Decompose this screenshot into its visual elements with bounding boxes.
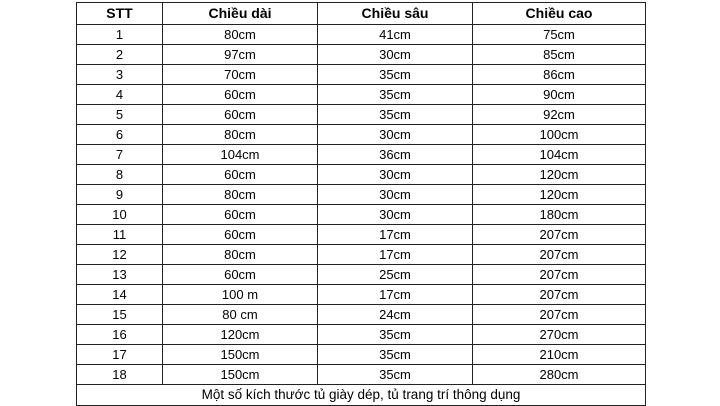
cell-depth: 35cm	[318, 65, 473, 85]
cell-length: 97cm	[163, 45, 318, 65]
cell-stt: 2	[77, 45, 163, 65]
cell-stt: 3	[77, 65, 163, 85]
cell-length: 60cm	[163, 165, 318, 185]
cell-length: 60cm	[163, 225, 318, 245]
cell-height: 86cm	[473, 65, 646, 85]
table-header	[77, 3, 646, 25]
table-row	[77, 145, 646, 165]
cell-stt: 14	[77, 285, 163, 305]
cell-length: 60cm	[163, 85, 318, 105]
cell-depth: 41cm	[318, 25, 473, 45]
cell-stt: 17	[77, 345, 163, 365]
cell-stt: 12	[77, 245, 163, 265]
table-row	[77, 305, 646, 325]
cell-depth: 35cm	[318, 365, 473, 385]
table-row	[77, 45, 646, 65]
cell-height: 270cm	[473, 325, 646, 345]
cell-height: 280cm	[473, 365, 646, 385]
cell-length: 70cm	[163, 65, 318, 85]
header-height: Chiều cao	[473, 3, 646, 25]
cell-stt: 9	[77, 185, 163, 205]
cell-stt: 8	[77, 165, 163, 185]
table-caption: Một số kích thước tủ giày dép, tủ trang trí thông dụng	[77, 385, 646, 406]
cell-stt: 7	[77, 145, 163, 165]
cell-length: 60cm	[163, 105, 318, 125]
cell-height: 180cm	[473, 205, 646, 225]
cell-length: 60cm	[163, 205, 318, 225]
cell-depth: 35cm	[318, 105, 473, 125]
table-row	[77, 365, 646, 385]
cell-height: 207cm	[473, 305, 646, 325]
header-length: Chiều dài	[163, 3, 318, 25]
cell-length: 80cm	[163, 25, 318, 45]
cell-depth: 30cm	[318, 45, 473, 65]
cell-height: 90cm	[473, 85, 646, 105]
cell-height: 75cm	[473, 25, 646, 45]
table-row	[77, 265, 646, 285]
cell-length: 120cm	[163, 325, 318, 345]
cell-length: 150cm	[163, 345, 318, 365]
cell-height: 100cm	[473, 125, 646, 145]
cell-stt: 10	[77, 205, 163, 225]
cell-stt: 5	[77, 105, 163, 125]
cell-length: 80cm	[163, 125, 318, 145]
table-row	[77, 165, 646, 185]
cell-height: 207cm	[473, 245, 646, 265]
cell-depth: 25cm	[318, 265, 473, 285]
cell-depth: 36cm	[318, 145, 473, 165]
cell-stt: 16	[77, 325, 163, 345]
cell-stt: 11	[77, 225, 163, 245]
table-row	[77, 205, 646, 225]
cell-stt: 4	[77, 85, 163, 105]
cell-length: 60cm	[163, 265, 318, 285]
cell-stt: 15	[77, 305, 163, 325]
table-row	[77, 85, 646, 105]
cell-height: 92cm	[473, 105, 646, 125]
cell-depth: 17cm	[318, 285, 473, 305]
table-row	[77, 245, 646, 265]
cell-depth: 35cm	[318, 345, 473, 365]
size-table	[76, 2, 646, 406]
header-stt: STT	[77, 3, 163, 25]
table-row	[77, 185, 646, 205]
cell-length: 80cm	[163, 185, 318, 205]
header-depth: Chiều sâu	[318, 3, 473, 25]
cell-length: 150cm	[163, 365, 318, 385]
cell-stt: 13	[77, 265, 163, 285]
table-row	[77, 285, 646, 305]
cell-stt: 18	[77, 365, 163, 385]
cell-length: 100 m	[163, 285, 318, 305]
cell-depth: 35cm	[318, 325, 473, 345]
cell-depth: 30cm	[318, 165, 473, 185]
table-footer	[77, 385, 646, 406]
cell-depth: 17cm	[318, 225, 473, 245]
table-row	[77, 65, 646, 85]
table-row	[77, 325, 646, 345]
cell-height: 120cm	[473, 185, 646, 205]
cell-height: 210cm	[473, 345, 646, 365]
cell-depth: 30cm	[318, 185, 473, 205]
cell-depth: 35cm	[318, 85, 473, 105]
cell-height: 207cm	[473, 285, 646, 305]
cell-depth: 17cm	[318, 245, 473, 265]
cell-length: 80cm	[163, 245, 318, 265]
cell-height: 207cm	[473, 225, 646, 245]
table-row	[77, 345, 646, 365]
table-row	[77, 25, 646, 45]
cell-length: 80 cm	[163, 305, 318, 325]
cell-height: 104cm	[473, 145, 646, 165]
table-row	[77, 105, 646, 125]
cell-depth: 24cm	[318, 305, 473, 325]
caption-row	[77, 385, 646, 406]
table-row	[77, 125, 646, 145]
cell-depth: 30cm	[318, 205, 473, 225]
cell-stt: 1	[77, 25, 163, 45]
table-row	[77, 225, 646, 245]
cell-height: 85cm	[473, 45, 646, 65]
cell-depth: 30cm	[318, 125, 473, 145]
header-row	[77, 3, 646, 25]
cell-length: 104cm	[163, 145, 318, 165]
cell-stt: 6	[77, 125, 163, 145]
cell-height: 120cm	[473, 165, 646, 185]
table-body	[77, 25, 646, 385]
cell-height: 207cm	[473, 265, 646, 285]
